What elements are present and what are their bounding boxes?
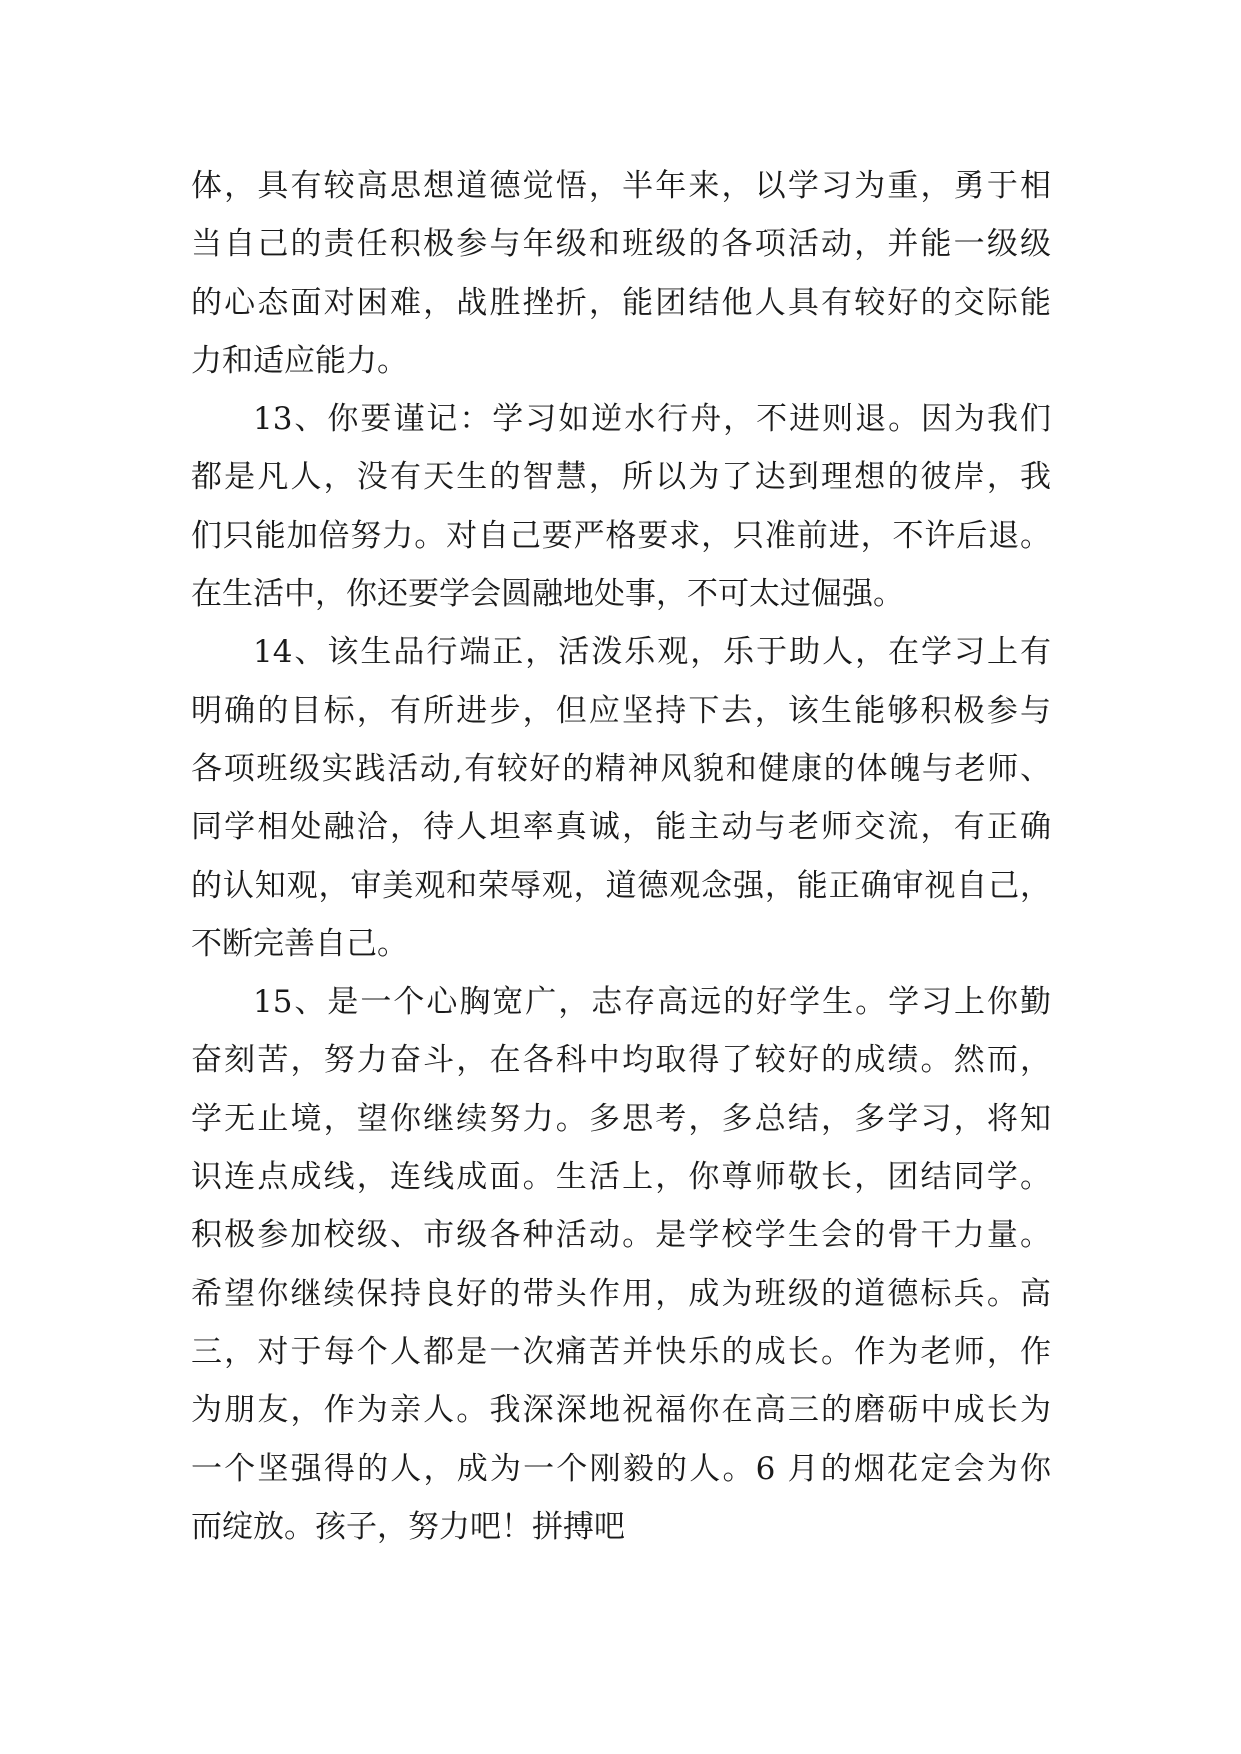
text-line: 为朋友，作为亲人。我深深地祝福你在高三的磨砺中成长为	[191, 1392, 1051, 1429]
text-line: 而绽放。孩子，努力吧！拼搏吧	[191, 1508, 625, 1545]
text-line: 力和适应能力。	[191, 342, 408, 379]
text-line: 体，具有较高思想道德觉悟，半年来，以学习为重，勇于相	[191, 168, 1051, 204]
text-line: 14、该生品行端正，活泼乐观，乐于助人，在学习上有	[253, 634, 1051, 671]
text-line: 希望你继续保持良好的带头作用，成为班级的道德标兵。高	[191, 1275, 1051, 1312]
text-line: 当自己的责任积极参与年级和班级的各项活动，并能一级级	[191, 226, 1051, 263]
text-line: 明确的目标，有所进步，但应坚持下去，该生能够积极参与	[191, 692, 1051, 729]
text-line: 一个坚强得的人，成为一个刚毅的人。6 月的烟花定会为你	[191, 1450, 1051, 1487]
text-line: 15、是一个心胸宽广，志存高远的好学生。学习上你勤	[253, 984, 1051, 1021]
text-line: 的认知观，审美观和荣辱观，道德观念强，能正确审视自己，	[191, 867, 1051, 904]
text-line: 三，对于每个人都是一次痛苦并快乐的成长。作为老师，作	[191, 1333, 1051, 1370]
document-body-text	[191, 157, 1051, 1556]
text-line: 不断完善自己。	[191, 925, 408, 962]
text-line: 13、你要谨记：学习如逆水行舟，不进则退。因为我们	[253, 401, 1051, 438]
text-line: 的心态面对困难，战胜挫折，能团结他人具有较好的交际能	[191, 284, 1051, 321]
text-line: 识连点成线，连线成面。生活上，你尊师敬长，团结同学。	[191, 1159, 1051, 1196]
text-line: 奋刻苦，努力奋斗，在各科中均取得了较好的成绩。然而，	[191, 1042, 1051, 1079]
text-line: 在生活中，你还要学会圆融地处事，不可太过倔强。	[191, 576, 904, 613]
text-line: 积极参加校级、市级各种活动。是学校学生会的骨干力量。	[191, 1217, 1051, 1254]
text-line: 们只能加倍努力。对自己要严格要求，只准前进，不许后退。	[191, 517, 1051, 554]
text-line: 各项班级实践活动,有较好的精神风貌和健康的体魄与老师、	[191, 750, 1051, 787]
text-line: 学无止境，望你继续努力。多思考，多总结，多学习，将知	[191, 1100, 1051, 1137]
text-line: 都是凡人，没有天生的智慧，所以为了达到理想的彼岸，我	[191, 459, 1051, 496]
text-line: 同学相处融洽，待人坦率真诚，能主动与老师交流，有正确	[191, 809, 1051, 846]
